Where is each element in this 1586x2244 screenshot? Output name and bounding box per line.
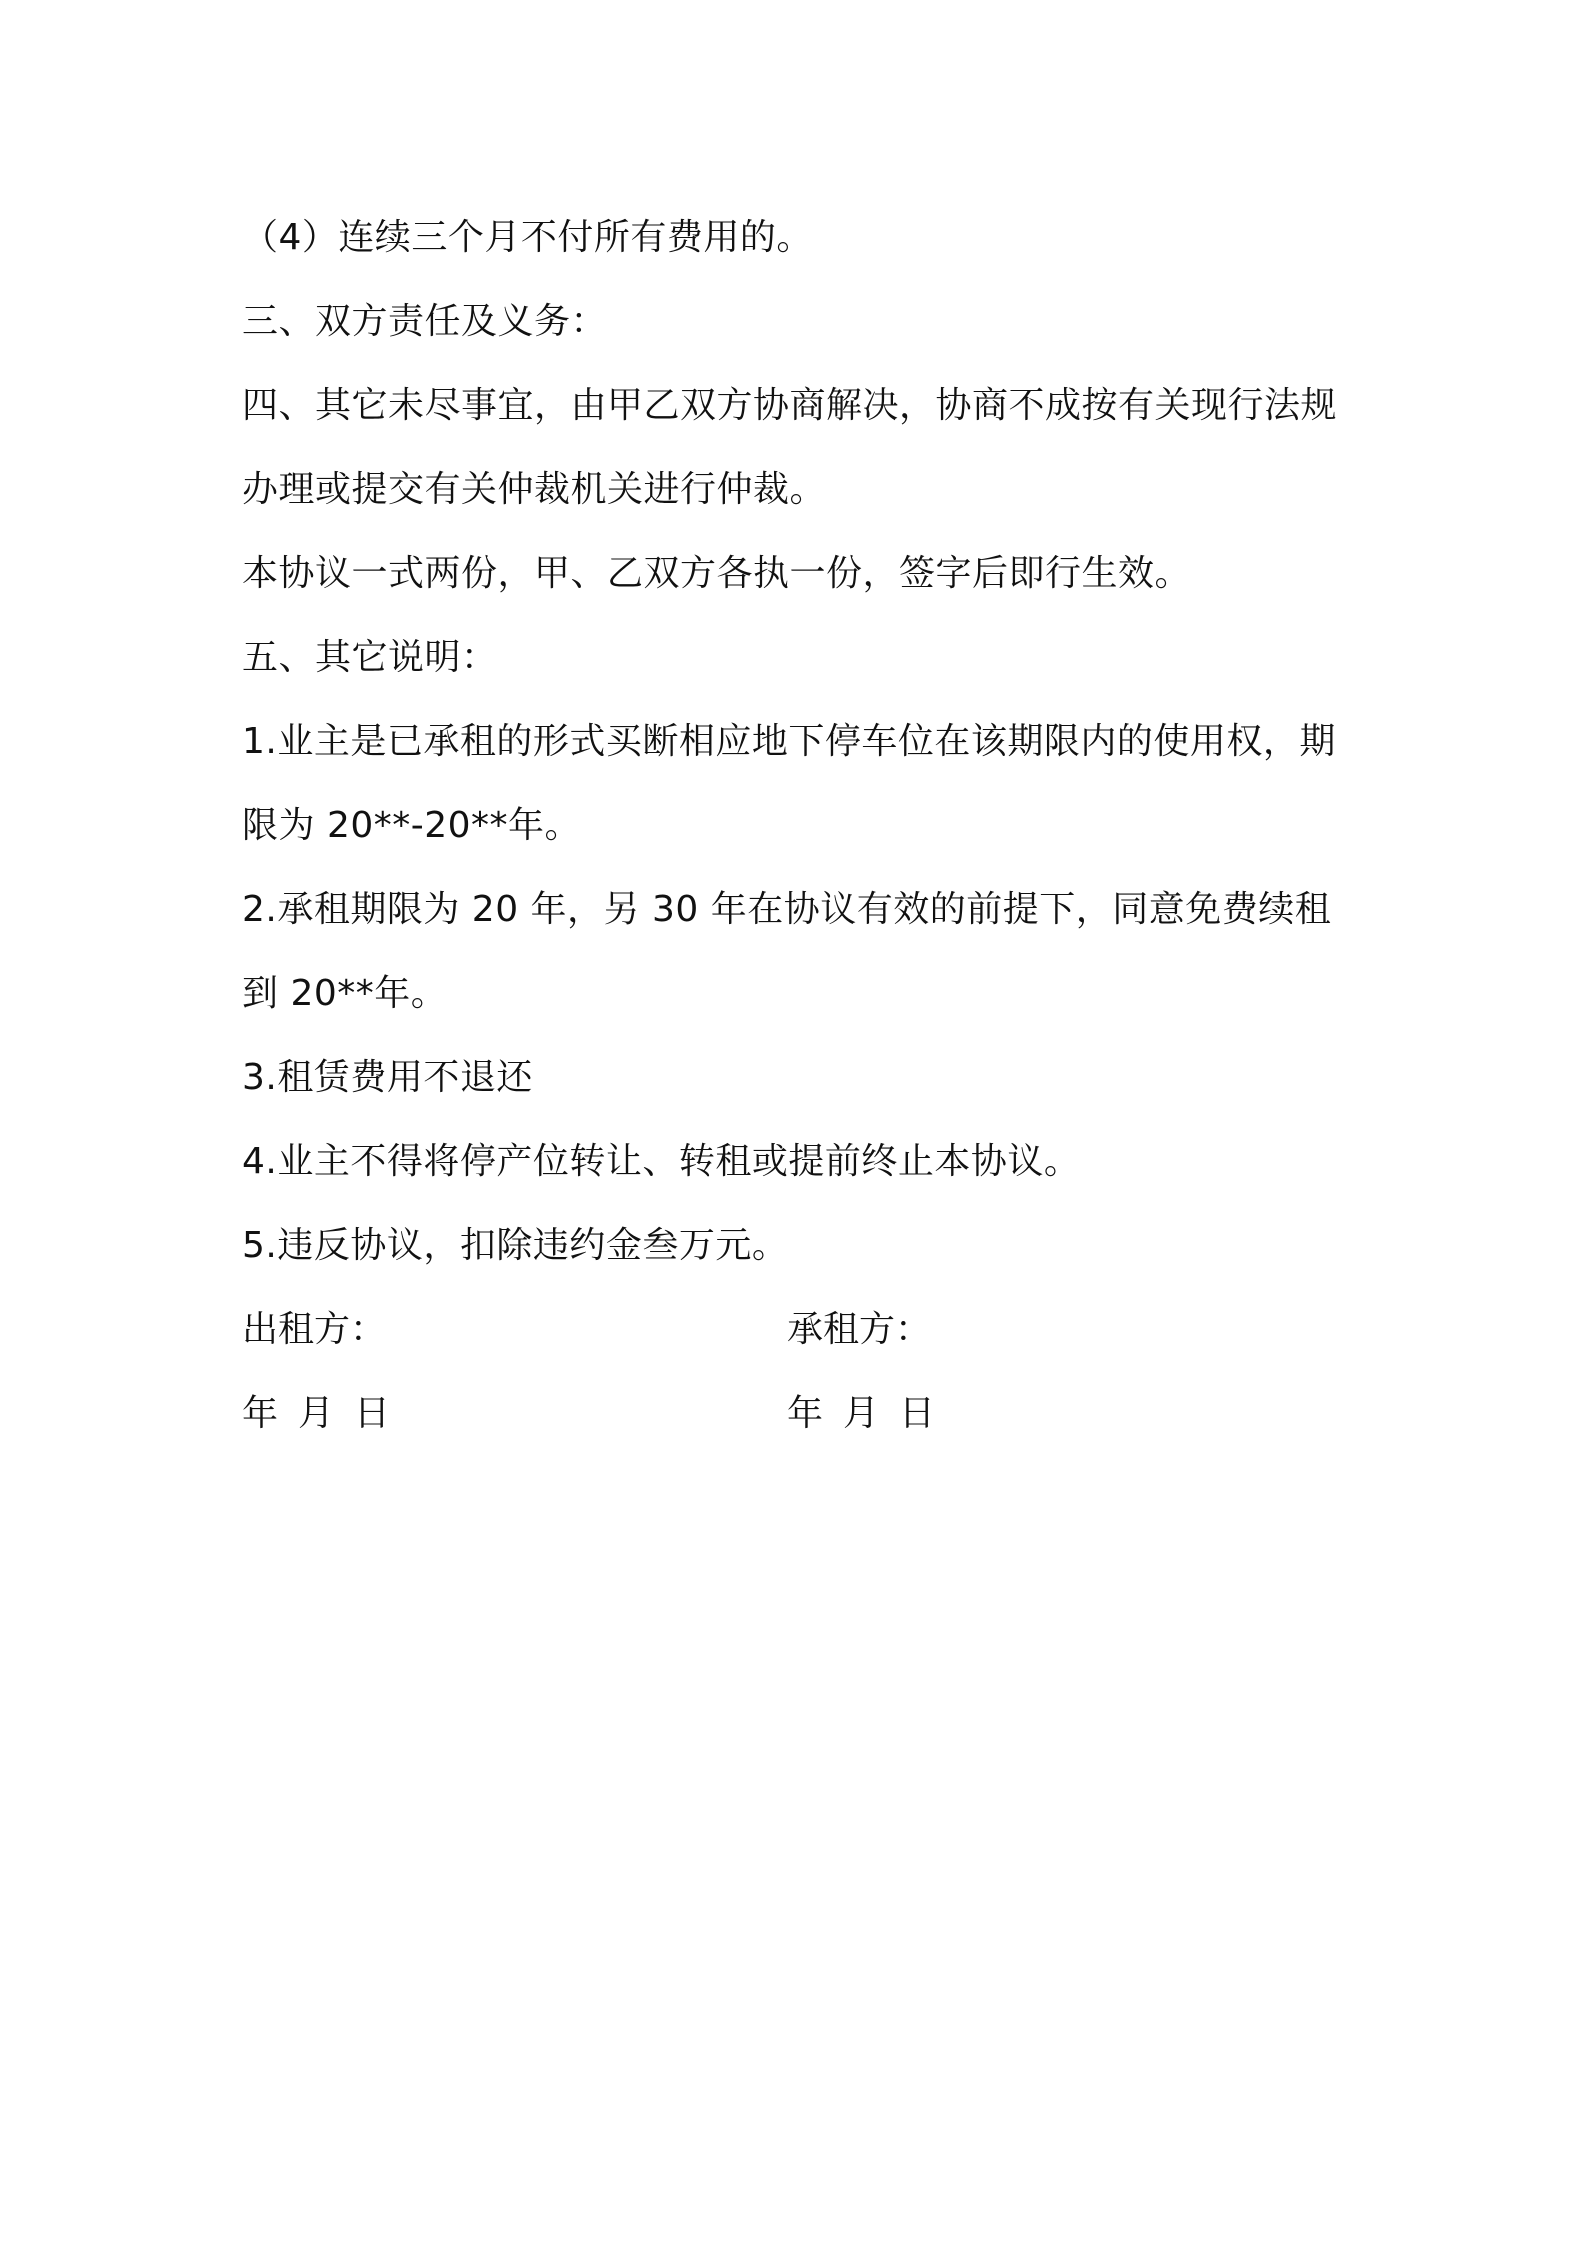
section-4-line-2: 办理或提交有关仲裁机关进行仲裁。 [242,469,827,510]
signature-row [242,1288,1362,1372]
lessor-date-month: 月 [298,1393,335,1434]
lessee-date-month: 月 [843,1393,880,1434]
section-3-heading: 三、双方责任及义务： [242,301,608,342]
section-4-line-1: 四、其它未尽事宜，由甲乙双方协商解决，协商不成按有关现行法规 [242,385,1338,426]
note-5: 5.违反协议，扣除违约金叁万元。 [242,1225,789,1266]
section-5-heading: 五、其它说明： [242,637,498,678]
lessor-date [242,1372,787,1456]
document-body [242,196,1362,1456]
copies-statement: 本协议一式两份，甲、乙双方各执一份，签字后即行生效。 [242,553,1192,594]
lessor-label: 出租方： [242,1309,387,1350]
clause-4-line: （4）连续三个月不付所有费用的。 [242,217,813,258]
note-1-line-1: 1.业主是已承租的形式买断相应地下停车位在该期限内的使用权，期 [242,721,1336,762]
lessee-date-day: 日 [899,1393,936,1434]
note-3: 3.租赁费用不退还 [242,1057,533,1098]
lessee-date-year: 年 [787,1393,824,1434]
lessee-date [787,1372,935,1456]
lessor-date-day: 日 [354,1393,391,1434]
date-row [242,1372,1362,1456]
note-2-line-2: 到 20**年。 [242,973,448,1014]
lessee-label: 承租方： [787,1309,932,1350]
note-1-line-2: 限为 20**-20**年。 [242,805,582,846]
lessor-date-year: 年 [242,1393,279,1434]
note-4: 4.业主不得将停产位转让、转租或提前终止本协议。 [242,1141,1081,1182]
note-2-line-1: 2.承租期限为 20 年，另 30 年在协议有效的前提下，同意免费续租 [242,889,1332,930]
